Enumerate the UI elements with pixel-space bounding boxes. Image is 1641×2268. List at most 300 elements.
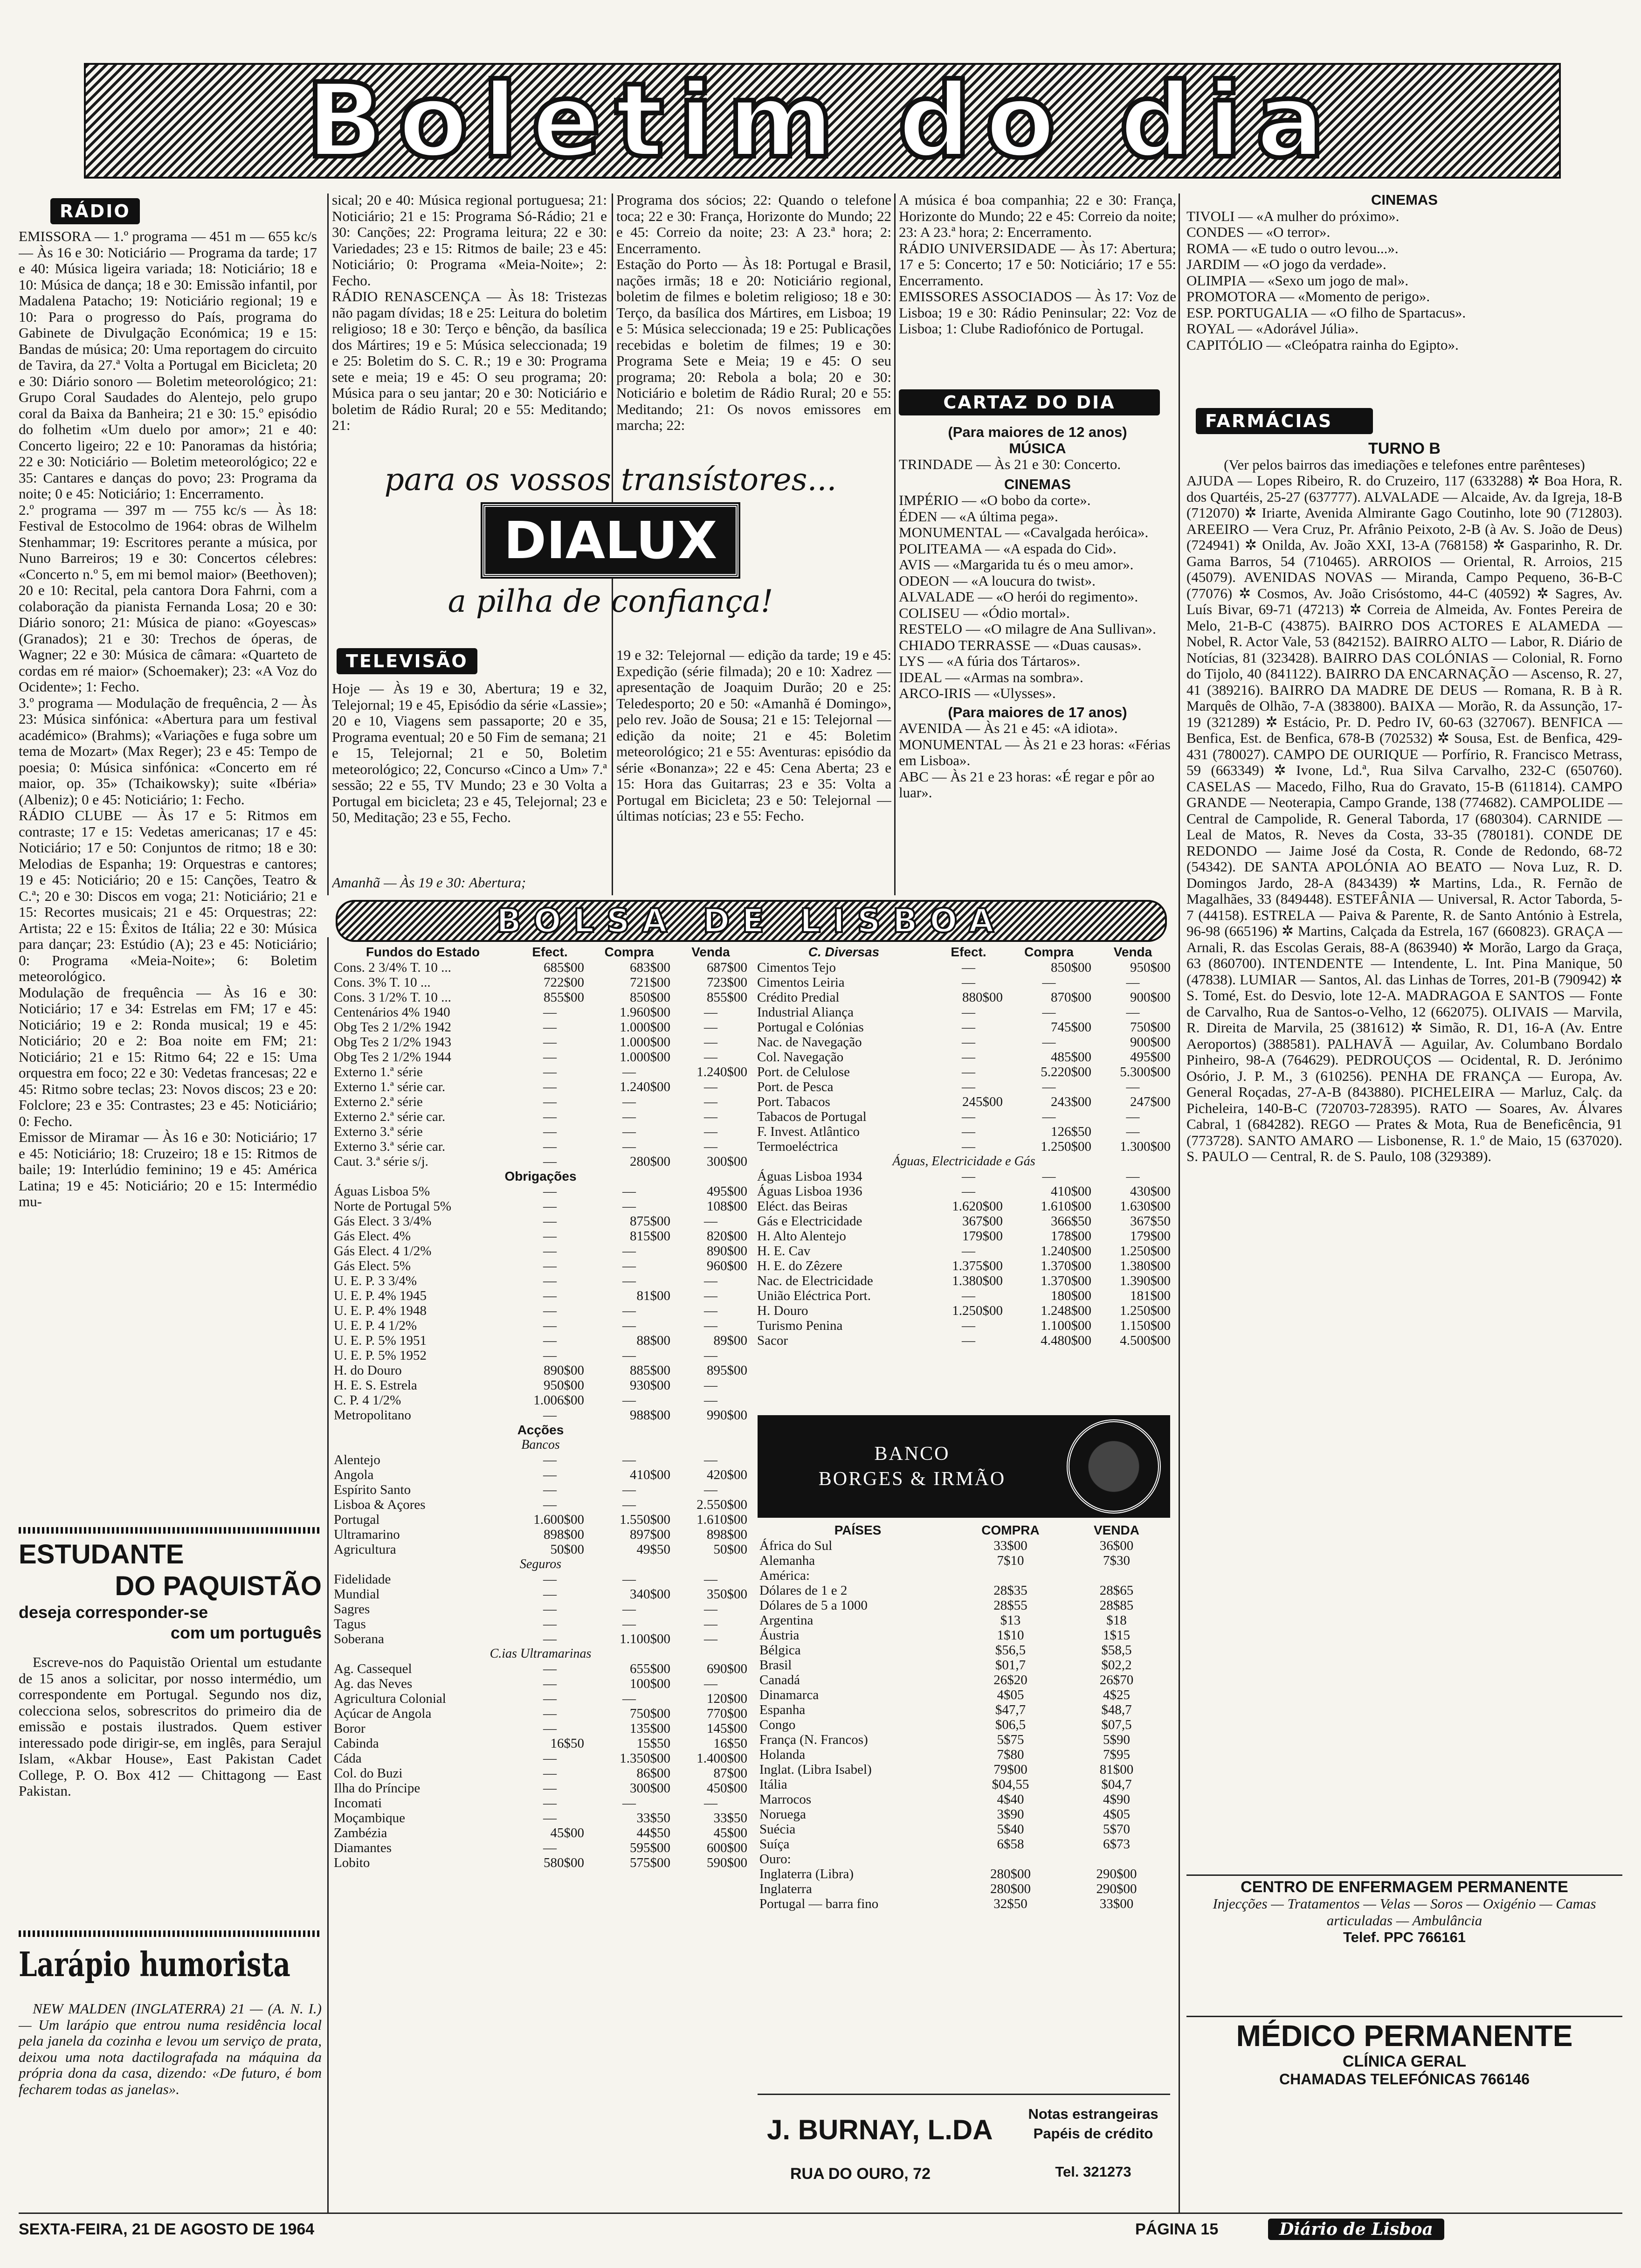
table-cell: — [543, 1199, 557, 1214]
table-row [332, 1811, 749, 1825]
table-row [758, 1568, 1170, 1583]
table-row [332, 1065, 749, 1079]
table-cell: Sacor [757, 1333, 788, 1348]
table-cell: 4.500$00 [1120, 1333, 1171, 1348]
table-cell: Turismo Penina [757, 1318, 843, 1333]
table-cell: 1$15 [1103, 1628, 1130, 1643]
divider [19, 1930, 322, 1937]
table-cell: Marrocos [759, 1792, 812, 1807]
table-cell: Agricultura Colonial [334, 1691, 446, 1706]
table-cell: Ag. das Neves [334, 1676, 413, 1691]
table-cell: 247$00 [1130, 1094, 1171, 1109]
table-cell: H. Douro [757, 1303, 808, 1318]
banner [84, 63, 1561, 179]
table-cell: 100$00 [630, 1676, 670, 1691]
table-cell: Cons. 3 1/2% T. 10 ... [334, 990, 451, 1005]
table-cell: 4$05 [1103, 1807, 1130, 1822]
table-cell: 300$00 [630, 1781, 670, 1796]
table-cell: Cons. 3% T. 10 ... [334, 975, 431, 990]
table-cell: — [704, 1393, 717, 1408]
table-row [755, 1109, 1172, 1124]
estudante-text: Escreve-nos do Paquistão Oriental um estudante de 15 anos a solicitar, por nosso intermédio, um correspondente em Portugal. Segundo nos diz, colecciona selos, sobrescritos do primeiro dia de emissão e postais ilustrados. Quem estiver interessado pode dirigir-se, em inglês, para Serajul Islam, «Akbar House», East Pakistan Cadet College, P. O. Box 412 — Chittagong — East Pakistan. [19, 1654, 322, 1799]
table-cell: — [962, 1035, 975, 1050]
table-cell: 4.480$00 [1041, 1333, 1091, 1348]
table-cell: — [1126, 1109, 1140, 1124]
table-cell: 600$00 [707, 1840, 747, 1855]
table-cell: — [962, 1333, 975, 1348]
cinema-item: ABC — Às 21 e 23 horas: «É regar e pôr ao luar». [899, 768, 1155, 801]
table-cell: Col. Navegação [757, 1050, 844, 1065]
cinema-item: OLIMPIA — «Sexo um jogo de mal». [1186, 272, 1409, 289]
table-cell: Gás Elect. 4 1/2% [334, 1244, 432, 1258]
table-cell: Portugal [334, 1512, 380, 1527]
table-cell: 181$00 [1130, 1288, 1171, 1303]
table-cell: — [704, 1452, 717, 1467]
table-cell: — [543, 1318, 557, 1333]
table-cell: 44$50 [636, 1825, 670, 1840]
cinema-item: ARCO-IRIS — «Ulysses». [899, 685, 1056, 701]
table-cell: Externo 3.ª série car. [334, 1139, 446, 1154]
table-cell: Cabinda [334, 1736, 379, 1751]
table-cell: Industrial Aliança [757, 1005, 854, 1020]
table-row [332, 1617, 749, 1632]
col-header: Compra [604, 945, 654, 959]
table-cell: Col. do Buzi [334, 1766, 403, 1781]
table-cell: — [543, 1751, 557, 1766]
table-cell: 28$85 [1099, 1598, 1134, 1613]
cartaz-section-tab [899, 389, 1160, 415]
table-cell: — [543, 1288, 557, 1303]
table-cell: 850$00 [1051, 960, 1091, 975]
table-cell: África do Sul [759, 1538, 833, 1553]
table-cell: — [962, 1318, 975, 1333]
table-cell: 1.375$00 [952, 1258, 1003, 1273]
table-cell: 88$00 [636, 1333, 670, 1348]
table-cell: Metropolitano [334, 1408, 411, 1423]
table-cell: $07,5 [1101, 1717, 1132, 1732]
table-cell: 485$00 [1051, 1050, 1091, 1065]
table-cell: Incomati [334, 1796, 382, 1811]
table-row [755, 1303, 1172, 1318]
table-row [755, 1214, 1172, 1229]
table-row [758, 1553, 1170, 1568]
table-row [755, 1229, 1172, 1244]
table-cell: 120$00 [707, 1691, 747, 1706]
estudante-article [19, 1539, 322, 1926]
table-cell: Dólares de 1 e 2 [759, 1583, 848, 1598]
table-cell: — [962, 960, 975, 975]
table-cell: — [962, 1124, 975, 1139]
table-cell: — [622, 1258, 636, 1273]
table-cell: Itália [759, 1777, 787, 1792]
table-cell: 26$70 [1099, 1673, 1134, 1687]
table-subheading [332, 1438, 749, 1452]
table-cell: — [543, 1273, 557, 1288]
table-cell: Águas Lisboa 1934 [757, 1169, 862, 1184]
table-row [332, 1050, 749, 1065]
table-cell: 1.000$00 [620, 1020, 670, 1035]
table-cell: Soberana [334, 1632, 384, 1646]
table-cell: — [704, 1050, 717, 1065]
table-cell: Congo [759, 1717, 796, 1732]
estudante-sub-2: com um português [170, 1623, 322, 1642]
table-cell: 1.380$00 [952, 1273, 1003, 1288]
table-cell: Port. de Celulose [757, 1065, 850, 1079]
table-cell: Gás e Electricidade [757, 1214, 862, 1229]
cinema-item: CONDES — «O terror». [1186, 224, 1331, 240]
table-row [332, 1721, 749, 1736]
table-cell: — [962, 1139, 975, 1154]
table-subheading [332, 1169, 749, 1184]
table-cell: 7$95 [1103, 1747, 1130, 1762]
table-cell: $48,7 [1101, 1702, 1132, 1717]
table-row [332, 1587, 749, 1602]
table-cell: U. E. P. 5% 1952 [334, 1348, 427, 1363]
section-heading: C.ias Ultramarinas [490, 1646, 592, 1661]
table-cell: 1.100$00 [620, 1632, 670, 1646]
table-cell: 685$00 [544, 960, 584, 975]
col-header: Efect. [951, 945, 986, 959]
table-cell: — [1042, 1109, 1056, 1124]
section-heading: Águas, Electricidade e Gás [892, 1154, 1035, 1169]
table-row [332, 1109, 749, 1124]
table-cell: $06,5 [995, 1717, 1026, 1732]
table-cell: — [543, 1184, 557, 1199]
table-cell: Obg Tes 2 1/2% 1944 [334, 1050, 451, 1065]
table-cell: 750$00 [630, 1706, 670, 1721]
table-cell: — [543, 1229, 557, 1244]
cinema-item: CAPITÓLIO — «Cleópatra rainha do Egipto». [1186, 336, 1459, 353]
table-cell: $13 [1000, 1613, 1021, 1628]
table-cell: Boror [334, 1721, 365, 1736]
table-cell: 655$00 [630, 1661, 670, 1676]
table-cell: — [962, 1288, 975, 1303]
col-header: PAÍSES [834, 1523, 882, 1537]
table-cell: 1.400$00 [696, 1751, 747, 1766]
table-row [755, 1124, 1172, 1139]
table-cell: 885$00 [630, 1363, 670, 1378]
cinema-item: ROYAL — «Adorável Júlia». [1186, 320, 1359, 337]
table-row [758, 1598, 1170, 1613]
table-cell: Bélgica [759, 1643, 801, 1658]
table-cell: — [543, 1214, 557, 1229]
table-cell: — [704, 1005, 717, 1020]
table-cell: 770$00 [707, 1706, 747, 1721]
table-cell: 45$00 [713, 1825, 747, 1840]
table-row [758, 1852, 1170, 1867]
table-subheading [332, 1646, 749, 1661]
table-row [755, 1020, 1172, 1035]
table-row [332, 1855, 749, 1870]
table-cell: — [543, 1676, 557, 1691]
table-cell: — [543, 1109, 557, 1124]
table-cell: 723$00 [707, 975, 747, 990]
table-cell: — [622, 1796, 636, 1811]
table-cell: 280$00 [990, 1881, 1031, 1896]
bolsa-right-table [755, 944, 1172, 1348]
table-cell: — [543, 1811, 557, 1825]
table-cell: — [622, 1482, 636, 1497]
table-cell: — [543, 1661, 557, 1676]
table-cell: 1.100$00 [1041, 1318, 1091, 1333]
table-row [332, 1840, 749, 1855]
cinema-item: ALVALADE — «O herói do regimento». [899, 588, 1138, 605]
table-cell: 1.370$00 [1041, 1258, 1091, 1273]
table-cell: — [622, 1452, 636, 1467]
banco-name-2: BORGES & IRMÃO [818, 1468, 1006, 1490]
table-cell: — [622, 1497, 636, 1512]
table-subheading [332, 1557, 749, 1572]
cinema-item: MONUMENTAL — Às 21 e 23 horas: «Férias em Lisboa». [899, 736, 1171, 768]
table-cell: 745$00 [1051, 1020, 1091, 1035]
larapio-article [19, 1942, 322, 2210]
table-cell: 855$00 [544, 990, 584, 1005]
table-cell: 1.150$00 [1120, 1318, 1171, 1333]
table-cell: — [543, 1333, 557, 1348]
section-heading: Acções [517, 1423, 564, 1437]
cinema-item: MONUMENTAL — «Cavalgada heróica». [899, 524, 1149, 540]
cambios-table [758, 1522, 1170, 1911]
estudante-title-1: ESTUDANTE [19, 1539, 184, 1570]
table-cell: — [1126, 975, 1140, 990]
table-cell: 36$00 [1099, 1538, 1134, 1553]
table-cell: 33$00 [993, 1538, 1027, 1553]
table-cell: Ouro: [759, 1852, 791, 1867]
table-row [332, 1393, 749, 1408]
table-cell: — [622, 1109, 636, 1124]
table-cell: 1.380$00 [1120, 1258, 1171, 1273]
table-cell: 721$00 [630, 975, 670, 990]
radio-listings-3: Programa dos sócios; 22: Quando o telefone toca; 22 e 30: França, Horizonte do Mundo; 22 e 45: Correio da noite; 23: A 23.ª hora; 2: Encerramento. Estação do Porto — Às 18: Portugal e Brasil, nações irmãs; 18 e 20: Noticiário regional, boletim de filmes e boletim religioso; 18 e 30: Terço, da basílica dos Mártires, em Lisboa; 19 e 5: Música seleccionada; 19 e 25: Publicações recebidas e boletim de filmes; 19 e 30: Programa Sete e Meia; 19 e 45: O seu programa; 20: Rebola a bola; 20 e 30: Noticiário e boletim de Rádio Rural; 20 e 55: Meditando; 21: Os novos emissores em marcha; 22: [616, 192, 891, 433]
table-row [332, 1244, 749, 1258]
table-cell: 300$00 [707, 1154, 747, 1169]
table-cell: 243$00 [1051, 1094, 1091, 1109]
table-cell: — [543, 1572, 557, 1587]
table-row [332, 1229, 749, 1244]
radio-label: RÁDIO [50, 198, 140, 224]
table-cell: Sagres [334, 1602, 370, 1617]
table-cell: 722$00 [544, 975, 584, 990]
table-cell: 815$00 [630, 1229, 670, 1244]
footer-paper: Diário de Lisboa [1268, 2219, 1444, 2240]
table-cell: — [704, 1094, 717, 1109]
table-subheading [332, 1423, 749, 1438]
table-row [332, 1706, 749, 1721]
table-cell: Externo 2.ª série car. [334, 1109, 446, 1124]
table-cell: 145$00 [707, 1721, 747, 1736]
table-cell [958, 1568, 1063, 1583]
table-cell: — [962, 1169, 975, 1184]
table-cell: — [543, 1348, 557, 1363]
table-cell: — [962, 1020, 975, 1035]
column-rule [327, 194, 329, 895]
medico-sub: CLÍNICA GERAL [1342, 2053, 1467, 2070]
table-cell: — [543, 1408, 557, 1423]
table-cell: Tagus [334, 1617, 366, 1632]
table-cell: 930$00 [630, 1378, 670, 1393]
table-cell: Açúcar de Angola [334, 1706, 432, 1721]
burnay-name: J. BURNAY, L.DA [767, 2114, 993, 2145]
table-cell: — [622, 1094, 636, 1109]
table-cell: U. E. P. 4% 1948 [334, 1303, 427, 1318]
table-cell: Ag. Cassequel [334, 1661, 412, 1676]
table-row [332, 1796, 749, 1811]
burnay-address: RUA DO OURO, 72 [790, 2165, 931, 2183]
cinema-item: AVIS — «Margarida tu és o meu amor». [899, 556, 1134, 573]
table-cell: 450$00 [707, 1781, 747, 1796]
table-cell: — [622, 1244, 636, 1258]
table-row [332, 1691, 749, 1706]
table-cell: 366$50 [1051, 1214, 1091, 1229]
table-cell: — [543, 1467, 557, 1482]
table-cell: 1.610$00 [696, 1512, 747, 1527]
table-cell: 1.240$00 [620, 1079, 670, 1094]
table-row [332, 1452, 749, 1467]
table-cell: 1$10 [997, 1628, 1024, 1643]
table-row [755, 1333, 1172, 1348]
table-cell: C. P. 4 1/2% [334, 1393, 401, 1408]
table-cell: Águas Lisboa 5% [334, 1184, 430, 1199]
table-cell: 1.600$00 [533, 1512, 584, 1527]
cinema-item: LYS — «A fúria dos Tártaros». [899, 653, 1080, 669]
col-header: Fundos do Estado [365, 945, 480, 959]
table-row [755, 1094, 1172, 1109]
farmacias-turno: TURNO B [1368, 441, 1441, 457]
table-row [332, 960, 749, 975]
table-cell: 5.300$00 [1120, 1065, 1171, 1079]
table-cell: Gás Elect. 3 3/4% [334, 1214, 432, 1229]
cambios [758, 1522, 1170, 2084]
tv-tomorrow-2: 19 e 32: Telejornal — edição da tarde; 19 e 45: Expedição (série filmada); 20 e 10: Xadrez — apresentação de Joaquim Durão; 20 e 25: Teledesporto; 20 e 50: «Amanhã é Domingo», pelo rev. João de Sousa; 21 e 15: Telejornal — edição da noite; 21 e 45: Boletim meteorológico; 21 e 55: Aventuras: episódio da série «Bonanza»; 22 e 45: Cena Aberta; 23 e 15: Hora das Guitarras; 23 e 35: Volta a Portugal em Bicicleta; 23 e 50: Telejornal — últimas notícias; 23 e 55: Fecho. [616, 647, 891, 824]
table-row [332, 1572, 749, 1587]
table-row [755, 1050, 1172, 1065]
table-cell: Holanda [759, 1747, 806, 1762]
table-row [755, 1005, 1172, 1020]
table-row [332, 1363, 749, 1378]
table-cell: — [543, 1602, 557, 1617]
table-cell: — [543, 1617, 557, 1632]
table-cell: — [543, 1079, 557, 1094]
table-cell: 178$00 [1051, 1229, 1091, 1244]
table-cell: Centenários 4% 1940 [334, 1005, 450, 1020]
table-row [758, 1792, 1170, 1807]
table-cell: Inglaterra [759, 1881, 812, 1896]
table-cell: 1.000$00 [620, 1035, 670, 1050]
table-cell: 87$00 [713, 1766, 747, 1781]
section-heading: Bancos [521, 1438, 560, 1452]
section-heading: Seguros [519, 1557, 562, 1571]
table-row [755, 1139, 1172, 1154]
table-cell: 1.240$00 [696, 1065, 747, 1079]
table-cell: Lisboa & Açores [334, 1497, 426, 1512]
table-cell: Cimentos Tejo [757, 960, 836, 975]
table-row [332, 1318, 749, 1333]
table-cell: 135$00 [630, 1721, 670, 1736]
cartaz-list [899, 424, 1176, 895]
table-row [758, 1538, 1170, 1553]
table-row [758, 1867, 1170, 1881]
table-cell: — [704, 1109, 717, 1124]
table-cell: 897$00 [630, 1527, 670, 1542]
table-cell: 595$00 [630, 1840, 670, 1855]
table-cell: 79$00 [993, 1762, 1027, 1777]
table-cell: 33$50 [713, 1811, 747, 1825]
table-cell: Inglat. (Libra Isabel) [759, 1762, 872, 1777]
table-row [332, 1005, 749, 1020]
table-row [332, 1094, 749, 1109]
table-cell: Suécia [759, 1822, 796, 1837]
table-cell: Caut. 3.ª série s/j. [334, 1154, 428, 1169]
table-cell: — [622, 1393, 636, 1408]
table-row [332, 1512, 749, 1527]
table-cell: U. E. P. 4 1/2% [334, 1318, 417, 1333]
cartaz-age-12: (Para maiores de 12 anos) [948, 424, 1127, 440]
table-cell: 245$00 [962, 1094, 1003, 1109]
table-cell: 367$00 [962, 1214, 1003, 1229]
column-rule [327, 937, 329, 2213]
table-cell: Canadá [759, 1673, 800, 1687]
table-cell: Águas Lisboa 1936 [757, 1184, 862, 1199]
table-cell: Inglaterra (Libra) [759, 1867, 854, 1881]
table-cell: 33$50 [636, 1811, 670, 1825]
table-cell: Externo 3.ª série [334, 1124, 423, 1139]
table-cell: Dólares de 5 a 1000 [759, 1598, 868, 1613]
table-cell: 750$00 [1130, 1020, 1171, 1035]
table-cell: 33$00 [1099, 1896, 1134, 1911]
larapio-title: Larápio humorista [19, 1944, 290, 1984]
table-cell: — [962, 1184, 975, 1199]
table-cell: Fidelidade [334, 1572, 391, 1587]
table-cell: — [543, 1587, 557, 1602]
table-row [332, 1378, 749, 1393]
cinema-item: ÉDEN — «A última pega». [899, 508, 1058, 525]
table-cell: 870$00 [1051, 990, 1091, 1005]
table-cell: 89$00 [713, 1333, 747, 1348]
table-cell: 280$00 [990, 1867, 1031, 1881]
table-row [332, 1124, 749, 1139]
cinema-item: TIVOLI — «A mulher do próximo». [1186, 207, 1400, 224]
table-row [758, 1702, 1170, 1717]
table-row [755, 960, 1172, 975]
table-cell: 590$00 [707, 1855, 747, 1870]
table-cell: U. E. P. 5% 1951 [334, 1333, 427, 1348]
table-row [332, 1258, 749, 1273]
table-cell: Alemanha [759, 1553, 815, 1568]
table-row [755, 1288, 1172, 1303]
table-cell: 290$00 [1096, 1881, 1137, 1896]
burnay-tel: Tel. 321273 [1055, 2164, 1131, 2180]
bolsa-left-table [332, 944, 749, 1870]
table-cell: 7$30 [1103, 1553, 1130, 1568]
footer-rule [19, 2213, 1622, 2214]
table-row [755, 1184, 1172, 1199]
burnay-line-1: Notas estrangeiras [1028, 2106, 1158, 2122]
table-cell: 420$00 [707, 1467, 747, 1482]
radio-listings-4: A música é boa companhia; 22 e 30: França, Horizonte do Mundo; 22 e 45: Correio da noite; 23: A 23.ª hora; 2: Encerramento. RÁDIO UNIVERSIDADE — Às 17: Abertura; 17 e 5: Concerto; 17 e 50: Noticiário; 17 e 55: Encerramento. EMISSORES ASSOCIADOS — Às 17: Voz de Lisboa; 19 e 30: Rádio Peninsular; 22: Voz de Lisboa; 1: Clube Radiofónico de Portugal. [899, 192, 1176, 337]
table-cell: 855$00 [707, 990, 747, 1005]
table-row [755, 1169, 1172, 1184]
table-cell: 1.240$00 [1041, 1244, 1091, 1258]
table-cell: Espírito Santo [334, 1482, 411, 1497]
table-cell: — [704, 1602, 717, 1617]
table-cell: 1.630$00 [1120, 1199, 1171, 1214]
table-cell: H. do Douro [334, 1363, 402, 1378]
table-cell: — [622, 1124, 636, 1139]
table-row [332, 1632, 749, 1646]
table-row [755, 1273, 1172, 1288]
table-cell: — [704, 1676, 717, 1691]
table-cell: — [1042, 1005, 1056, 1020]
